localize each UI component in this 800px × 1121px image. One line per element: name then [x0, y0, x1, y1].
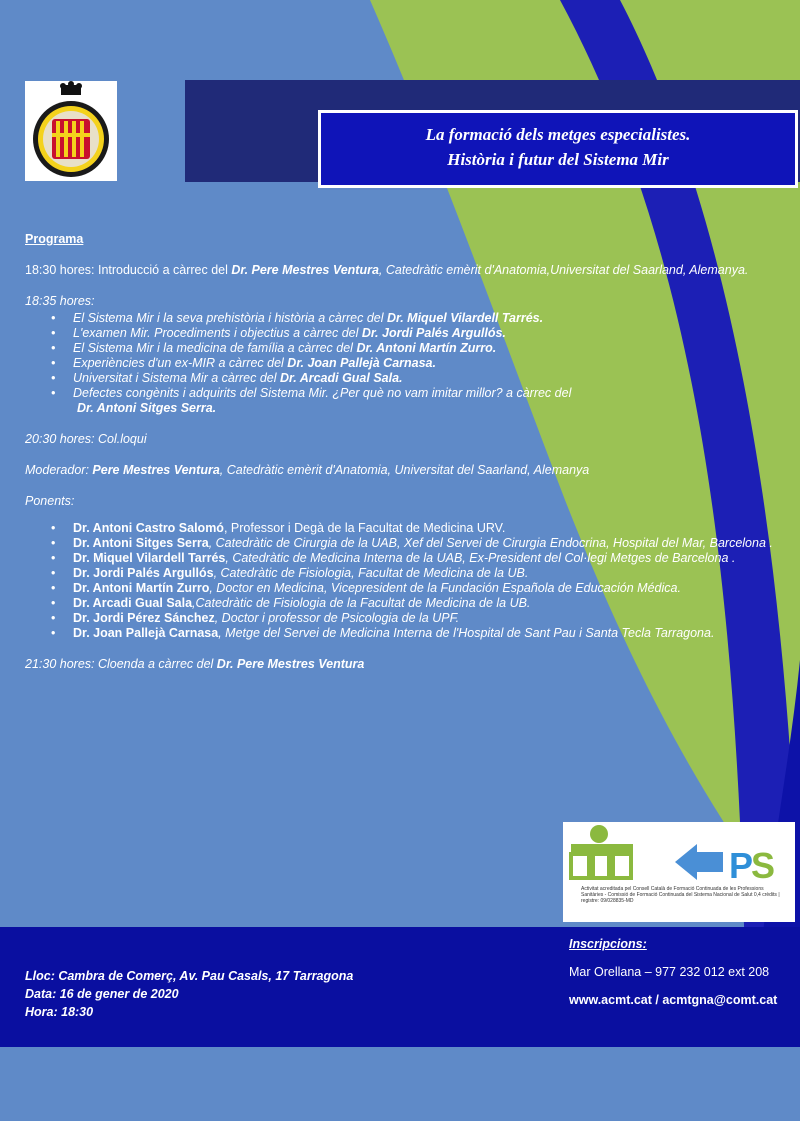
list-item: • Defectes congènits i adquirits del Sistema Mir. ¿Per què no vam imitar millor? a càrrec del Dr. Antoni Sitges Serra. — [73, 386, 775, 416]
title-line-1: La formació dels metges especialistes. — [425, 125, 691, 144]
program-content — [25, 232, 775, 672]
list-item: • Dr. Joan Pallejà Carnasa, Metge del Servei de Medicina Interna de l'Hospital de Sant Pau i Santa Tecla Tarragona. — [73, 626, 775, 641]
registrations-label: Inscripcions: — [569, 937, 647, 951]
intro-rest: , Catedràtic emèrit d'Anatomia,Universitat del Saarland, Alemanya. — [378, 263, 749, 277]
list-item: • Dr. Antoni Sitges Serra, Catedràtic de Cirurgia de la UAB, Xef del Servei de Cirurgia Endocrina, Hospital del Mar, Barcelona . — [73, 536, 775, 551]
list-item: • El Sistema Mir i la seva prehistòria i història a càrrec del Dr. Miquel Vilardell Tarrés. — [73, 311, 775, 326]
list-item: • L'examen Mir. Procediments i objectius a càrrec del Dr. Jordi Palés Argullós. — [73, 326, 775, 341]
list-item: • Universitat i Sistema Mir a càrrec del Dr. Arcadi Gual Sala. — [73, 371, 775, 386]
program-heading: Programa — [25, 232, 84, 246]
colloquium-line: 20:30 hores: Col.loqui — [25, 432, 147, 446]
svg-text:P: P — [729, 845, 754, 884]
block2-time: 18:35 hores: — [25, 294, 95, 308]
list-item: • Dr. Antoni Martín Zurro, Doctor en Medicina, Vicepresident de la Fundación Española de Educación Médica. — [73, 581, 775, 596]
registration-info — [569, 937, 777, 1007]
accreditation-box — [563, 822, 795, 922]
event-time: Hora: 18:30 — [25, 1005, 94, 1019]
event-place: Lloc: Cambra de Comerç, Av. Pau Casals, 17 Tarragona — [25, 969, 354, 983]
event-date: Data: 16 de gener de 2020 — [25, 987, 179, 1001]
footer — [0, 927, 800, 1047]
web-email-line[interactable]: www.acmt.cat / acmtgna@comt.cat — [569, 993, 778, 1007]
intro-time: 18:30 hores: — [25, 263, 95, 277]
list-item: • Dr. Miquel Vilardell Tarrés, Catedràtic de Medicina Interna de la UAB, Ex-President del Col·legi Metges de Barcelona . — [73, 551, 775, 566]
talks-list — [25, 311, 775, 416]
list-item: • Dr. Antoni Castro Salomó, Professor i Degà de la Facultat de Medicina URV. — [73, 521, 775, 536]
list-item: • El Sistema Mir i la medicina de família a càrrec del Dr. Antoni Martín Zurro. — [73, 341, 775, 356]
title-line-2: Història i futur del Sistema Mir — [447, 150, 669, 169]
accreditation-logos-icon — [563, 822, 795, 884]
accreditation-text: Activitat acreditada pel Consell Català de Formació Continuada de les Professions Sanitàries - Comissió de Formació Continuada del Sistema Nacional de Salut 0,4 crèdits | registre: 09/028835-MD — [581, 886, 780, 904]
list-item: • Dr. Jordi Pérez Sánchez, Doctor i professor de Psicologia de la UPF. — [73, 611, 775, 626]
list-item: • Dr. Arcadi Gual Sala,Catedràtic de Fisiologia de la Facultat de Medicina de la UB. — [73, 596, 775, 611]
closing-line: 21:30 hores: Cloenda a càrrec del Dr. Pere Mestres Ventura — [25, 657, 365, 671]
contact-line: Mar Orellana – 977 232 012 ext 208 — [569, 965, 770, 979]
list-item: • Dr. Jordi Palés Argullós, Catedràtic de Fisiologia, Facultat de Medicina de la UB. — [73, 566, 775, 581]
crown-icon — [60, 81, 82, 95]
intro-text: Introducció a càrrec del — [94, 263, 232, 277]
speakers-label: Ponents: — [25, 494, 75, 508]
speakers-list — [25, 521, 775, 641]
svg-text:S: S — [751, 845, 776, 884]
intro-name: Dr. Pere Mestres Ventura — [231, 263, 379, 277]
college-logo — [25, 81, 117, 181]
event-details — [25, 967, 353, 1021]
moderator-line: Moderador: Pere Mestres Ventura, Catedràtic emèrit d'Anatomia, Universitat del Saarland, Alemanya — [25, 463, 590, 477]
title-box — [318, 110, 798, 188]
intro-line — [25, 263, 775, 278]
list-item: • Experiències d'un ex-MIR a càrrec del Dr. Joan Pallejà Carnasa. — [73, 356, 775, 371]
